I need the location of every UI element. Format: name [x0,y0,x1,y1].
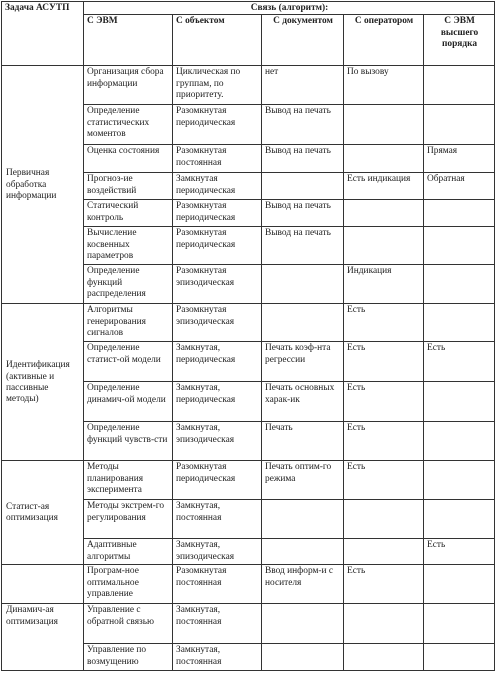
table-cell: Определение статист-ой модели [84,342,173,382]
table-cell: Индикация [344,265,424,304]
table-cell [424,500,495,539]
table-cell: Определение функций чувств-сти [84,422,173,461]
header-link: Связь (алгоритм): [84,2,495,15]
table-cell [262,265,344,304]
table-cell: Статический контроль [84,200,173,227]
table-cell [424,105,495,145]
task-dynamic-optimization-label: Динамич-ая оптимизация [6,605,58,627]
table-cell: Алгоритмы генерирования сигналов [84,304,173,342]
table-cell: Замкнутая, периодическая [173,342,262,382]
table-cell [262,644,344,671]
table-cell [344,200,424,227]
table-cell: По вызову [344,66,424,105]
header-col-evm-higher: С ЭВМ высшего порядка [424,15,495,66]
table-cell: Разомкнутая эпизодическая [173,265,262,304]
table-cell: Есть [344,461,424,500]
table-cell: Вывод на печать [262,227,344,265]
header-col-object: С объектом [173,15,262,66]
table-cell: Есть [344,382,424,422]
table-cell: Разомкнутая постоянная [173,565,262,604]
table-cell [344,145,424,173]
table-cell: Есть [424,342,495,382]
task-identification: Идентификация (активные и пассивные методы) [2,304,84,461]
table-cell: Печать коэф-нта регрессии [262,342,344,382]
table-cell [344,604,424,644]
table-cell [262,539,344,565]
table-cell: Вывод на печать [262,105,344,145]
table-cell: Есть [344,422,424,461]
table-cell: Разомкнутая периодическая [173,105,262,145]
table-cell [262,304,344,342]
table-cell: Есть [344,342,424,382]
table-cell [424,227,495,265]
table-cell: Вычисление косвенных параметров [84,227,173,265]
table-cell: Определение статистических моментов [84,105,173,145]
table-cell: Замкнутая, эпизодическая [173,422,262,461]
task-static-optimization: Статист-ая оптимизация [2,461,84,565]
table-cell [424,382,495,422]
table-cell: Организация сбора информации [84,66,173,105]
table-cell: Печать оптим-го режима [262,461,344,500]
table-cell: Замкнутая, постоянная [173,604,262,644]
table-cell: Ввод информ-и с носителя [262,565,344,604]
table-cell: Определение функций распределения [84,265,173,304]
table-cell [262,604,344,644]
table-cell: нет [262,66,344,105]
table-cell: Вывод на печать [262,200,344,227]
table-cell: Замкнутая, эпизодическая [173,539,262,565]
asutp-table [1,1,495,671]
table-cell [344,539,424,565]
table-cell [344,500,424,539]
table-cell: Замкнутая, постоянная [173,644,262,671]
header-col-operator: С оператором [344,15,424,66]
table-cell: Разомкнутая эпизодическая [173,304,262,342]
table-cell: Програм-ное оптимальное управление [84,565,173,604]
table-cell [424,265,495,304]
table-cell: Вывод на печать [262,145,344,173]
table-cell: Циклическая по группам, по приоритету. [173,66,262,105]
table-cell [424,66,495,105]
table-cell: Замкнутая, постоянная [173,500,262,539]
table-cell [344,644,424,671]
table-cell [424,304,495,342]
table-cell: Управление по возмущению [84,644,173,671]
table-cell [424,604,495,644]
table-cell: Определение динамич-ой модели [84,382,173,422]
table-cell: Есть [424,539,495,565]
table-cell: Обратная [424,173,495,200]
table-cell: Есть [344,565,424,604]
table-cell: Печать [262,422,344,461]
table-cell: Разомкнутая периодическая [173,227,262,265]
table-cell: Есть индикация [344,173,424,200]
task-primary-processing: Первичная обработка информации [2,66,84,304]
table-cell [424,422,495,461]
task-empty [2,565,84,604]
table-cell [262,500,344,539]
table-cell: Разомкнутая периодическая [173,461,262,500]
table-cell [262,173,344,200]
task-dynamic-optimization [2,604,84,671]
table-cell: Печать основных харак-ик [262,382,344,422]
table-cell [424,565,495,604]
table-cell: Есть [344,304,424,342]
table-cell [424,644,495,671]
header-col-document: С документом [262,15,344,66]
table-cell: Замкнутая, периодическая [173,382,262,422]
table-cell [424,461,495,500]
table-cell: Разомкнутая постоянная [173,145,262,173]
header-col-evm: С ЭВМ [84,15,173,66]
table-cell: Методы экстрем-го регулирования [84,500,173,539]
table-cell [344,227,424,265]
table-cell: Методы планирования эксперимента [84,461,173,500]
table-cell: Оценка состояния [84,145,173,173]
table-cell: Прогноз-ие воздействий [84,173,173,200]
table-cell [344,105,424,145]
table-cell: Замкнутая периодическая [173,173,262,200]
table-cell [424,200,495,227]
table-cell: Управление с обратной связью [84,604,173,644]
table-cell: Разомкнутая периодическая [173,200,262,227]
table-cell: Адаптивные алгоритмы [84,539,173,565]
table-cell: Прямая [424,145,495,173]
header-task: Задача АСУТП [2,2,84,66]
